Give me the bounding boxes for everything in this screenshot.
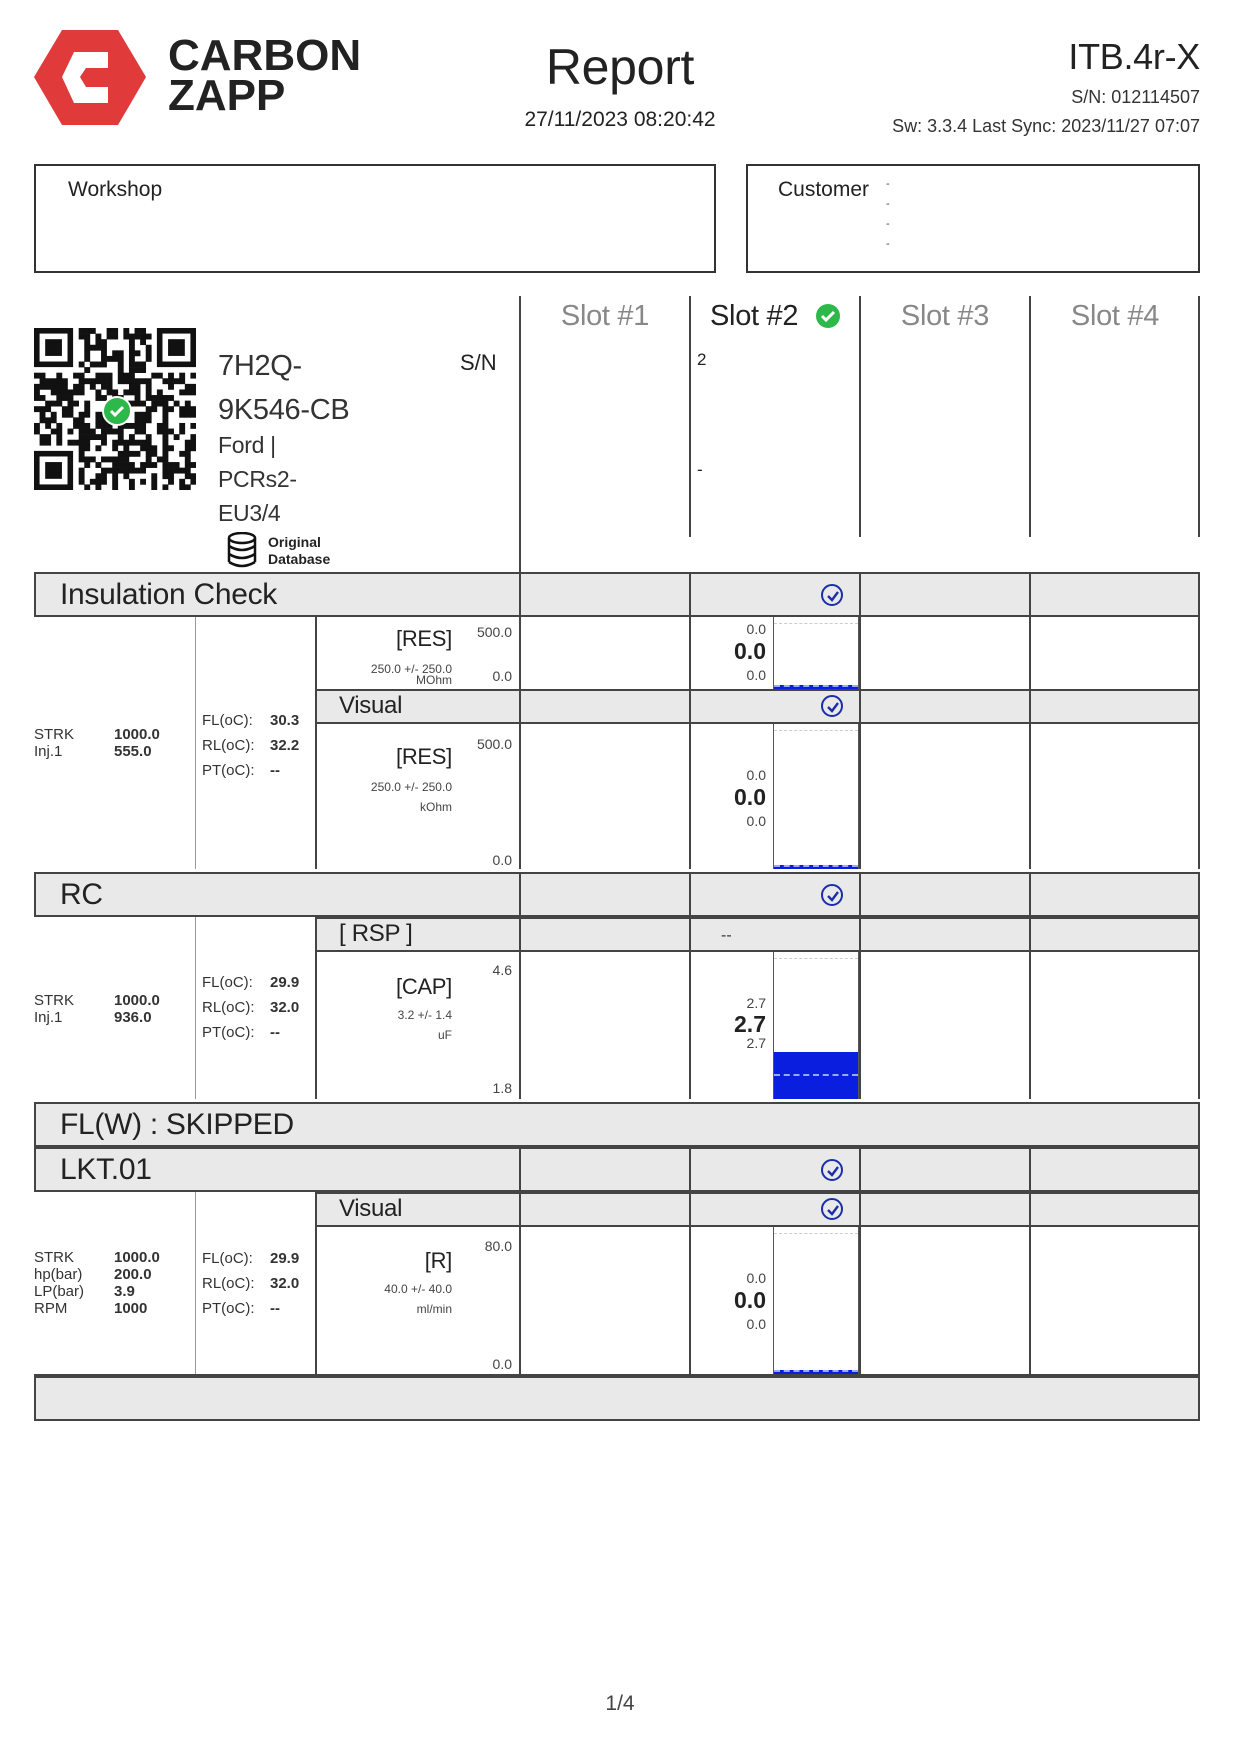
customer-line: - — [886, 218, 890, 230]
section-title: FL(W) : SKIPPED — [60, 1108, 294, 1141]
conditions-values — [114, 992, 160, 1026]
condition-value: 1000.0 — [114, 992, 160, 1009]
condition-label: LP(bar) — [34, 1283, 85, 1300]
slot-4-header[interactable]: Slot #4 — [1070, 300, 1160, 332]
visual-label: Visual — [339, 692, 403, 719]
slot-2-value: 2 — [697, 350, 707, 369]
customer-line: - — [886, 238, 890, 250]
temp-value: -- — [270, 1024, 280, 1041]
customer-line: - — [886, 178, 890, 190]
gauge — [773, 952, 859, 1099]
gauge-nominal-line — [774, 685, 858, 687]
temperature-values — [270, 970, 299, 1045]
slot-1-header[interactable]: Slot #1 — [560, 300, 650, 332]
condition-value: 1000 — [114, 1300, 148, 1317]
reading-value: 0.0 — [734, 784, 766, 810]
carbonzapp-logo-icon — [34, 30, 146, 125]
condition-label: Inj.1 — [34, 1009, 63, 1026]
gauge-nominal-line — [774, 1074, 858, 1076]
part-number — [218, 344, 349, 432]
condition-value: 1000.0 — [114, 726, 160, 743]
test-spec: 250.0 +/- 250.0 — [370, 780, 452, 794]
temp-label: RL(oC): — [202, 999, 255, 1016]
reading-bottom: 0.0 — [746, 1316, 766, 1332]
condition-label: Inj.1 — [34, 743, 63, 760]
reading-value: 2.7 — [734, 1011, 766, 1037]
temp-value: 32.2 — [270, 737, 300, 754]
temp-label: PT(oC): — [202, 762, 255, 779]
condition-label: hp(bar) — [34, 1266, 83, 1283]
temperatures — [202, 708, 255, 783]
test-name: [CAP] — [396, 974, 452, 999]
conditions-labels — [34, 726, 74, 760]
workshop-box — [34, 164, 716, 273]
reading-bottom: 2.7 — [746, 1035, 766, 1051]
gauge-nominal-line — [774, 1370, 858, 1372]
reading-value: 0.0 — [734, 638, 766, 664]
condition-value: 3.9 — [114, 1283, 135, 1300]
conditions-labels — [34, 1249, 84, 1317]
reading-bottom: 0.0 — [746, 813, 766, 829]
brand-line-2: ZAPP — [168, 71, 286, 120]
rsp-value: -- — [721, 927, 732, 944]
gauge-fill — [774, 1052, 858, 1099]
temp-value: -- — [270, 1300, 280, 1317]
test-name: [R] — [424, 1248, 452, 1273]
part-number-line: 9K546-CB — [218, 394, 350, 426]
temp-label: FL(oC): — [202, 712, 253, 729]
temp-value: -- — [270, 762, 280, 779]
check-icon — [821, 584, 843, 606]
customer-label: Customer — [778, 178, 870, 201]
condition-value: 1000.0 — [114, 1249, 160, 1266]
temp-label: RL(oC): — [202, 1275, 255, 1292]
database-line: Original — [268, 534, 321, 550]
brand-name — [168, 31, 362, 120]
test-spec: 40.0 +/- 40.0 — [384, 1282, 452, 1296]
conditions-labels — [34, 992, 74, 1026]
test-unit: uF — [437, 1028, 452, 1042]
scale-min: 1.8 — [492, 1080, 512, 1096]
reading-top: 0.0 — [746, 1270, 766, 1286]
temperatures — [202, 1246, 255, 1321]
check-icon — [821, 695, 843, 717]
database-icon — [226, 532, 258, 573]
qr-verified-icon — [102, 396, 132, 426]
temperature-values — [270, 708, 299, 783]
scale-min: 0.0 — [492, 1356, 512, 1372]
part-number-line: 7H2Q- — [218, 350, 302, 382]
slot-2-header[interactable] — [691, 300, 859, 333]
report-datetime: 27/11/2023 08:20:42 — [524, 108, 716, 131]
gauge-top-line — [774, 730, 858, 732]
test-name: [RES] — [396, 626, 452, 651]
temp-value: 30.3 — [270, 712, 300, 729]
scale-min: 0.0 — [492, 668, 512, 684]
condition-label: STRK — [34, 726, 75, 743]
condition-value: 200.0 — [114, 1266, 152, 1283]
empty-band — [34, 1376, 1200, 1421]
scale-max: 4.6 — [492, 962, 512, 978]
gauge-top-line — [774, 1233, 858, 1235]
rc-title-cell — [34, 872, 521, 917]
part-maker-line: EU3/4 — [218, 500, 281, 526]
rsp-label: [ RSP ] — [339, 920, 413, 947]
reading-top: 0.0 — [746, 767, 766, 783]
gauge — [773, 1227, 859, 1374]
temp-label: RL(oC): — [202, 737, 255, 754]
condition-label: STRK — [34, 992, 75, 1009]
visual-label: Visual — [339, 1195, 403, 1222]
software-sync: Sw: 3.3.4 Last Sync: 2023/11/27 07:07 — [892, 116, 1200, 136]
qr-code — [34, 328, 196, 490]
part-sn-label: S/N — [460, 350, 497, 375]
part-maker — [218, 428, 297, 530]
check-icon — [821, 1198, 843, 1220]
condition-label: RPM — [34, 1300, 68, 1317]
scale-max: 80.0 — [484, 1238, 512, 1254]
scale-max: 500.0 — [476, 736, 512, 752]
database-line: Database — [268, 551, 331, 567]
customer-line: - — [886, 198, 890, 210]
device-serial: S/N: 012114507 — [1071, 87, 1200, 107]
condition-value: 555.0 — [114, 743, 152, 760]
brand-line-1: CARBON — [168, 31, 362, 80]
slot-2-dash: - — [697, 460, 703, 479]
test-spec: 250.0 +/- 250.0 — [370, 662, 452, 676]
slot-2-label: Slot #2 — [710, 300, 799, 332]
temp-label: FL(oC): — [202, 1250, 253, 1267]
reading-bottom: 0.0 — [746, 667, 766, 683]
slot-active-icon — [816, 304, 840, 328]
customer-box — [746, 164, 1200, 273]
reading-top: 0.0 — [746, 621, 766, 637]
gauge-top-line — [774, 958, 858, 960]
temp-label: PT(oC): — [202, 1024, 255, 1041]
condition-value: 936.0 — [114, 1009, 152, 1026]
temperature-values — [270, 1246, 299, 1321]
check-icon — [821, 1159, 843, 1181]
reading-value: 0.0 — [734, 1287, 766, 1313]
condition-label: STRK — [34, 1249, 75, 1266]
check-icon — [821, 884, 843, 906]
part-maker-line: Ford | — [218, 432, 276, 458]
temp-value: 32.0 — [270, 999, 300, 1016]
scale-min: 0.0 — [492, 852, 512, 868]
gauge — [773, 724, 859, 869]
lkt-title-cell — [34, 1147, 521, 1192]
conditions-values — [114, 726, 160, 760]
test-spec: 3.2 +/- 1.4 — [397, 1008, 452, 1022]
database-label — [268, 534, 330, 568]
test-unit: MOhm — [416, 673, 452, 687]
slot-3-header[interactable]: Slot #3 — [900, 300, 990, 332]
report-title: Report — [545, 39, 695, 95]
part-maker-line: PCRs2- — [218, 466, 297, 492]
gauge — [773, 617, 859, 689]
section-title: Insulation Check — [60, 578, 277, 611]
section-title: RC — [60, 878, 103, 911]
test-unit: kOhm — [419, 800, 452, 814]
scale-max: 500.0 — [476, 624, 512, 640]
insulation-title-cell — [34, 572, 521, 617]
section-title: LKT.01 — [60, 1153, 152, 1186]
test-name: [RES] — [396, 744, 452, 769]
test-unit: ml/min — [416, 1302, 452, 1316]
conditions-values — [114, 1249, 160, 1317]
reading-top: 2.7 — [746, 995, 766, 1011]
gauge-top-line — [774, 623, 858, 625]
temp-value: 29.9 — [270, 974, 300, 991]
customer-lines — [886, 174, 890, 254]
device-name: ITB.4r-X — [1068, 36, 1200, 77]
temp-value: 29.9 — [270, 1250, 300, 1267]
flw-title-cell — [34, 1102, 1200, 1147]
page-number: 1/4 — [605, 1692, 635, 1715]
workshop-label: Workshop — [68, 178, 163, 201]
temperatures — [202, 970, 255, 1045]
temp-value: 32.0 — [270, 1275, 300, 1292]
temp-label: PT(oC): — [202, 1300, 255, 1317]
brand-logo — [34, 30, 146, 125]
temp-label: FL(oC): — [202, 974, 253, 991]
gauge-nominal-line — [774, 865, 858, 867]
